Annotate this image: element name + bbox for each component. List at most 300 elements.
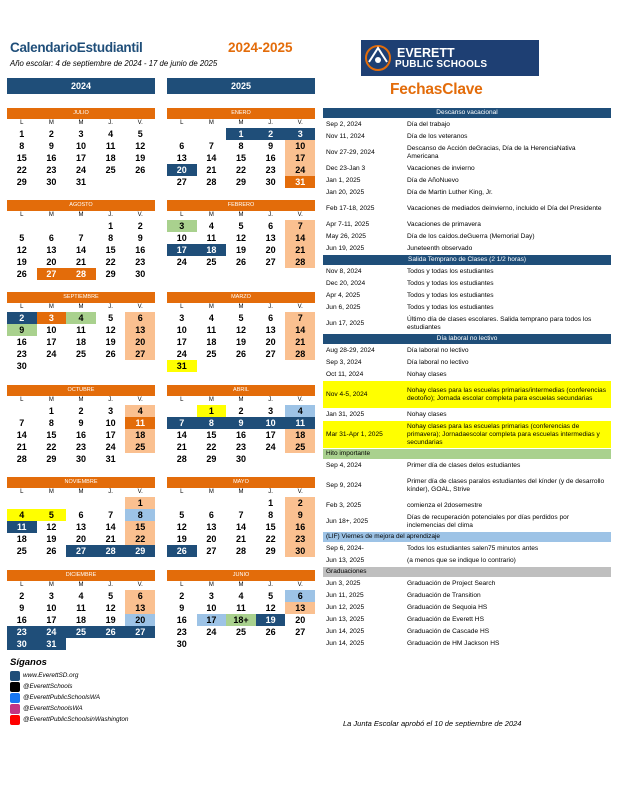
key-date: Oct 11, 2024	[326, 370, 364, 378]
globe-icon	[10, 671, 20, 681]
week-row	[167, 638, 315, 650]
key-event: Nohay clases para las escuelas primarias/intermedias (conferencias deotoño); Jornada escolar completa para escuelas secundarias	[407, 386, 607, 402]
day-cell: 21	[75, 257, 86, 267]
weekday-label: J.	[268, 304, 273, 310]
weekday-label: V.	[297, 212, 303, 218]
day-cell: 11	[76, 325, 86, 335]
day-cell: 31	[75, 177, 86, 187]
day-cell: 15	[206, 430, 217, 440]
week-row	[7, 128, 155, 140]
day-cell	[66, 220, 96, 232]
day-cell: 24	[265, 442, 276, 452]
day-cell: 26	[265, 627, 276, 637]
social-link[interactable]	[10, 692, 170, 703]
social-link[interactable]	[10, 670, 170, 681]
day-cell: 29	[235, 177, 246, 187]
week-row	[167, 509, 315, 521]
day-cell: 18	[105, 153, 116, 163]
weekday-label: V.	[297, 304, 303, 310]
day-cell: 2	[78, 406, 84, 416]
day-cell: 15	[125, 521, 155, 533]
weekday-label: M	[238, 304, 244, 310]
weekday-label: L	[180, 120, 184, 126]
day-cell: 2	[179, 591, 185, 601]
weekday-label: M	[238, 397, 244, 403]
weekday-label: V.	[297, 582, 303, 588]
key-date-row	[323, 409, 611, 421]
day-cell: 20	[295, 615, 306, 625]
day-cell: 18	[206, 337, 217, 347]
month-septiembre	[7, 292, 155, 372]
day-cell: 30	[235, 454, 246, 464]
day-cell: 4	[78, 591, 84, 601]
day-cell	[96, 176, 126, 188]
day-cell: 2	[285, 497, 315, 509]
day-cell: 16	[46, 153, 57, 163]
weekday-row	[167, 396, 315, 405]
weekday-row	[7, 488, 155, 497]
day-cell: 22	[16, 165, 27, 175]
key-date: Jun 12, 2025	[326, 603, 365, 611]
day-cell: 6	[179, 141, 185, 151]
month-header: OCTUBRE	[7, 385, 155, 396]
day-cell: 13	[125, 602, 155, 614]
day-cell: 27	[37, 268, 67, 280]
key-date-row	[323, 421, 611, 449]
day-cell: 5	[108, 591, 114, 601]
day-cell: 27	[265, 349, 276, 359]
week-row	[7, 312, 155, 324]
day-cell: 27	[125, 348, 155, 360]
key-event: Día laboral no lectivo	[407, 358, 469, 366]
day-cell: 7	[285, 312, 315, 324]
approval-note: La Junta Escolar aprobó el 10 de septiembre de 2024	[343, 719, 522, 728]
key-event: Vacaciones de mediados deinvierno, incluido el Día del Presidente	[407, 204, 602, 212]
day-cell: 5	[238, 313, 244, 323]
weekday-label: M	[238, 120, 244, 126]
day-cell: 12	[135, 141, 146, 151]
weekday-label: J.	[108, 304, 113, 310]
key-event: Días de recuperación potenciales por días perdidos por inclemencias del clima	[407, 513, 570, 529]
key-event: Todos y todas los estudiantes	[407, 267, 494, 275]
key-event: Vacaciones de primavera	[407, 220, 481, 228]
day-cell: 29	[125, 545, 155, 557]
day-cell: 27	[176, 177, 187, 187]
key-event: Graduación de HM Jackson HS	[407, 639, 500, 647]
year-bar-2024: 2024	[7, 78, 155, 94]
day-cell: 6	[48, 233, 54, 243]
weekday-label: L	[20, 120, 24, 126]
key-date: Jun 13, 2025	[326, 615, 365, 623]
day-cell: 31	[105, 454, 116, 464]
weekday-row	[7, 396, 155, 405]
day-cell: 8	[238, 141, 244, 151]
day-cell	[285, 360, 315, 372]
month-diciembre	[7, 570, 155, 650]
month-mayo	[167, 477, 315, 557]
day-cell: 25	[125, 441, 155, 453]
day-cell: 27	[265, 257, 276, 267]
day-cell: 26	[46, 546, 57, 556]
day-cell: 7	[285, 220, 315, 232]
day-cell: 16	[16, 337, 27, 347]
day-cell: 5	[268, 591, 274, 601]
week-row	[167, 312, 315, 324]
month-header: ENERO	[167, 108, 315, 119]
key-date-row	[323, 602, 611, 614]
key-event: Día de los veteranos	[407, 132, 468, 140]
day-cell: 18+	[226, 614, 256, 626]
key-date-row	[323, 369, 611, 381]
weekday-label: J.	[108, 212, 113, 218]
day-cell: 6	[125, 312, 155, 324]
weekday-label: L	[20, 582, 24, 588]
day-cell: 31	[37, 638, 67, 650]
day-cell: 28	[285, 348, 315, 360]
day-cell: 19	[135, 153, 146, 163]
day-cell	[167, 405, 197, 417]
weekday-label: V.	[137, 489, 143, 495]
weekday-label: M	[78, 120, 84, 126]
day-cell: 23	[46, 165, 57, 175]
day-cell: 2	[7, 312, 37, 324]
week-row	[7, 244, 155, 256]
social-link[interactable]	[10, 703, 170, 714]
key-date: Jan 31, 2025	[326, 410, 365, 418]
day-cell: 16	[135, 245, 146, 255]
key-date-row	[323, 381, 611, 409]
key-date: Feb 3, 2025	[326, 501, 362, 509]
weekday-label: V.	[137, 120, 143, 126]
weekday-label: L	[20, 212, 24, 218]
weekday-label: M	[78, 304, 84, 310]
week-row	[7, 429, 155, 441]
day-cell: 20	[125, 614, 155, 626]
week-row	[167, 140, 315, 152]
day-cell: 9	[285, 509, 315, 521]
day-cell: 7	[208, 141, 214, 151]
day-cell: 17	[46, 615, 57, 625]
day-cell	[226, 497, 256, 509]
day-cell	[66, 360, 96, 372]
day-cell: 30	[75, 454, 86, 464]
week-row	[7, 336, 155, 348]
week-row	[7, 509, 155, 521]
day-cell: 11	[105, 141, 116, 151]
key-event: Día de los caídos.deGuerra (Memorial Day)	[407, 232, 535, 240]
week-row	[167, 590, 315, 602]
day-cell	[125, 638, 155, 650]
weekday-row	[7, 211, 155, 220]
weekday-label: V.	[137, 212, 143, 218]
weekday-label: M	[238, 489, 244, 495]
day-cell: 6	[125, 590, 155, 602]
week-row	[167, 128, 315, 140]
day-cell: 17	[265, 430, 276, 440]
key-date-row	[323, 500, 611, 512]
day-cell: 29	[46, 454, 57, 464]
key-event: Juneteenth observado	[407, 244, 473, 252]
weekday-label: M	[78, 212, 84, 218]
week-row	[7, 417, 155, 429]
day-cell: 19	[235, 245, 246, 255]
key-date-row	[323, 290, 611, 302]
month-julio	[7, 108, 155, 188]
day-cell	[197, 638, 227, 650]
day-cell: 16	[16, 615, 27, 625]
day-cell	[125, 453, 155, 465]
day-cell: 13	[75, 522, 86, 532]
day-cell: 19	[176, 534, 187, 544]
day-cell: 15	[16, 153, 27, 163]
day-cell: 30	[285, 545, 315, 557]
day-cell: 11	[125, 417, 155, 429]
weekday-label: V.	[297, 120, 303, 126]
x-icon	[10, 682, 20, 692]
weekday-row	[167, 119, 315, 128]
day-cell: 6	[208, 510, 214, 520]
key-event: (a menos que se indique lo contrario)	[407, 556, 516, 564]
day-cell: 21	[235, 534, 246, 544]
day-cell: 6	[285, 590, 315, 602]
key-date-row	[323, 266, 611, 278]
weekday-label: L	[20, 397, 24, 403]
day-cell: 8	[197, 417, 227, 429]
key-date-row	[323, 302, 611, 314]
day-cell: 7	[19, 418, 25, 428]
weekday-label: M	[48, 582, 54, 588]
weekday-label: J.	[268, 212, 273, 218]
day-cell: 9	[19, 603, 25, 613]
weekday-label: L	[20, 304, 24, 310]
day-cell: 4	[208, 221, 214, 231]
day-cell: 8	[48, 418, 54, 428]
key-date: Jun 14, 2025	[326, 639, 365, 647]
social-link[interactable]	[10, 714, 170, 725]
week-row	[7, 590, 155, 602]
month-header: MARZO	[167, 292, 315, 303]
day-cell: 6	[268, 221, 274, 231]
weekday-label: J.	[108, 582, 113, 588]
week-row	[167, 152, 315, 164]
weekday-label: J.	[268, 582, 273, 588]
day-cell: 5	[137, 129, 143, 139]
social-handle: @EverettPublicSchoolsinWashington	[23, 716, 129, 723]
day-cell: 13	[206, 522, 217, 532]
key-date-row	[323, 243, 611, 255]
day-cell: 13	[125, 324, 155, 336]
day-cell: 18	[197, 244, 227, 256]
day-cell: 21	[176, 442, 187, 452]
day-cell: 21	[105, 534, 116, 544]
day-cell: 20	[265, 245, 276, 255]
weekday-label: M	[208, 397, 214, 403]
week-row	[167, 417, 315, 429]
key-date: Jun 11, 2025	[326, 591, 364, 599]
day-cell: 4	[108, 129, 114, 139]
weekday-label: M	[78, 397, 84, 403]
day-cell: 23	[235, 442, 246, 452]
day-cell: 12	[265, 603, 276, 613]
key-date: Sep 9, 2024	[326, 481, 362, 489]
weekday-label: M	[208, 489, 214, 495]
day-cell: 16	[285, 521, 315, 533]
day-cell: 14	[285, 324, 315, 336]
key-date-row	[323, 590, 611, 602]
day-cell: 1	[48, 406, 54, 416]
day-cell: 2	[137, 221, 143, 231]
month-header: JUNIO	[167, 570, 315, 581]
day-cell: 17	[75, 153, 86, 163]
day-cell: 10	[176, 233, 187, 243]
day-cell: 28	[206, 177, 217, 187]
week-row	[7, 626, 155, 638]
day-cell	[167, 128, 197, 140]
week-row	[167, 336, 315, 348]
day-cell: 15	[235, 153, 246, 163]
day-cell: 2	[256, 128, 286, 140]
day-cell: 10	[206, 603, 217, 613]
month-header: DICIEMBRE	[7, 570, 155, 581]
day-cell: 22	[235, 165, 246, 175]
day-cell: 23	[285, 533, 315, 545]
key-date-row	[323, 163, 611, 175]
day-cell: 18	[75, 615, 86, 625]
day-cell: 9	[48, 141, 54, 151]
day-cell: 3	[208, 591, 214, 601]
week-row	[167, 545, 315, 557]
month-header: JULIO	[7, 108, 155, 119]
key-event: Último día de clases escolares. Salida temprano para todos los estudiantes	[407, 315, 592, 331]
day-cell: 21	[16, 442, 27, 452]
day-cell: 25	[105, 165, 116, 175]
day-cell: 24	[206, 627, 217, 637]
key-date: Jun 13, 2025	[326, 556, 365, 564]
week-row	[7, 348, 155, 360]
day-cell: 22	[206, 442, 217, 452]
day-cell: 28	[176, 454, 187, 464]
week-row	[167, 220, 315, 232]
year-bar-2025: 2025	[167, 78, 315, 94]
key-date-row	[323, 278, 611, 290]
day-cell: 29	[265, 546, 276, 556]
day-cell: 30	[176, 639, 187, 649]
week-row	[7, 405, 155, 417]
day-cell: 4	[238, 591, 244, 601]
weekday-label: M	[78, 582, 84, 588]
key-date-row	[323, 314, 611, 334]
key-section-header: Descanso vacacional	[323, 108, 611, 118]
day-cell: 12	[46, 522, 57, 532]
day-cell	[197, 128, 227, 140]
day-cell: 22	[265, 534, 276, 544]
week-row	[167, 441, 315, 453]
day-cell	[96, 638, 126, 650]
day-cell: 3	[108, 406, 114, 416]
key-date-row	[323, 119, 611, 131]
key-event: comienza el 2dosemestre	[407, 501, 483, 509]
day-cell: 16	[75, 430, 86, 440]
key-date: Sep 6, 2024-	[326, 544, 364, 552]
day-cell: 26	[105, 349, 116, 359]
weekday-label: V.	[137, 397, 143, 403]
key-date: Jan 1, 2025	[326, 176, 361, 184]
month-header: FEBRERO	[167, 200, 315, 211]
day-cell: 7	[78, 233, 84, 243]
weekday-row	[7, 303, 155, 312]
key-event: Graduación de Sequoia HS	[407, 603, 488, 611]
day-cell: 7	[167, 417, 197, 429]
day-cell: 4	[285, 405, 315, 417]
key-date: Jun 18+, 2025	[326, 517, 368, 525]
key-date: Apr 4, 2025	[326, 291, 361, 299]
day-cell: 14	[105, 522, 116, 532]
page-title: CalendarioEstudiantil	[10, 40, 143, 55]
day-cell: 4	[66, 312, 96, 324]
key-date-row	[323, 626, 611, 638]
week-row	[167, 614, 315, 626]
social-handle: www.EverettSD.org	[23, 672, 79, 679]
day-cell: 6	[78, 510, 84, 520]
social-link[interactable]	[10, 681, 170, 692]
day-cell: 14	[235, 522, 246, 532]
weekday-label: L	[180, 212, 184, 218]
week-row	[7, 268, 155, 280]
day-cell: 23	[7, 626, 37, 638]
day-cell	[197, 497, 227, 509]
key-date-row	[323, 472, 611, 500]
day-cell: 3	[268, 406, 274, 416]
key-date-row	[323, 460, 611, 472]
month-header: ABRIL	[167, 385, 315, 396]
day-cell	[7, 405, 37, 417]
month-header: MAYO	[167, 477, 315, 488]
day-cell: 17	[176, 337, 187, 347]
key-date-row	[323, 231, 611, 243]
key-date: Apr 7-11, 2025	[326, 220, 370, 228]
day-cell: 18	[125, 429, 155, 441]
day-cell: 24	[176, 257, 187, 267]
key-date-row	[323, 143, 611, 163]
day-cell	[285, 453, 315, 465]
day-cell: 10	[176, 325, 187, 335]
day-cell: 11	[236, 603, 246, 613]
weekday-label: M	[48, 489, 54, 495]
day-cell: 21	[285, 336, 315, 348]
day-cell: 8	[268, 510, 274, 520]
day-cell: 3	[179, 313, 185, 323]
day-cell: 12	[235, 233, 246, 243]
day-cell: 26	[235, 349, 246, 359]
day-cell: 23	[176, 627, 187, 637]
key-date-row	[323, 175, 611, 187]
week-row	[7, 614, 155, 626]
week-row	[7, 164, 155, 176]
day-cell: 23	[16, 349, 27, 359]
key-date: Feb 17-18, 2025	[326, 204, 375, 212]
weekday-label: L	[180, 582, 184, 588]
district-logo	[361, 40, 539, 76]
day-cell: 18	[75, 337, 86, 347]
day-cell: 13	[176, 153, 187, 163]
school-year: 2024-2025	[228, 40, 293, 55]
day-cell: 17	[167, 244, 197, 256]
weekday-row	[7, 581, 155, 590]
key-event: Graduación de Cascade HS	[407, 627, 490, 635]
day-cell	[66, 638, 96, 650]
day-cell: 26	[16, 269, 27, 279]
day-cell: 23	[135, 257, 146, 267]
